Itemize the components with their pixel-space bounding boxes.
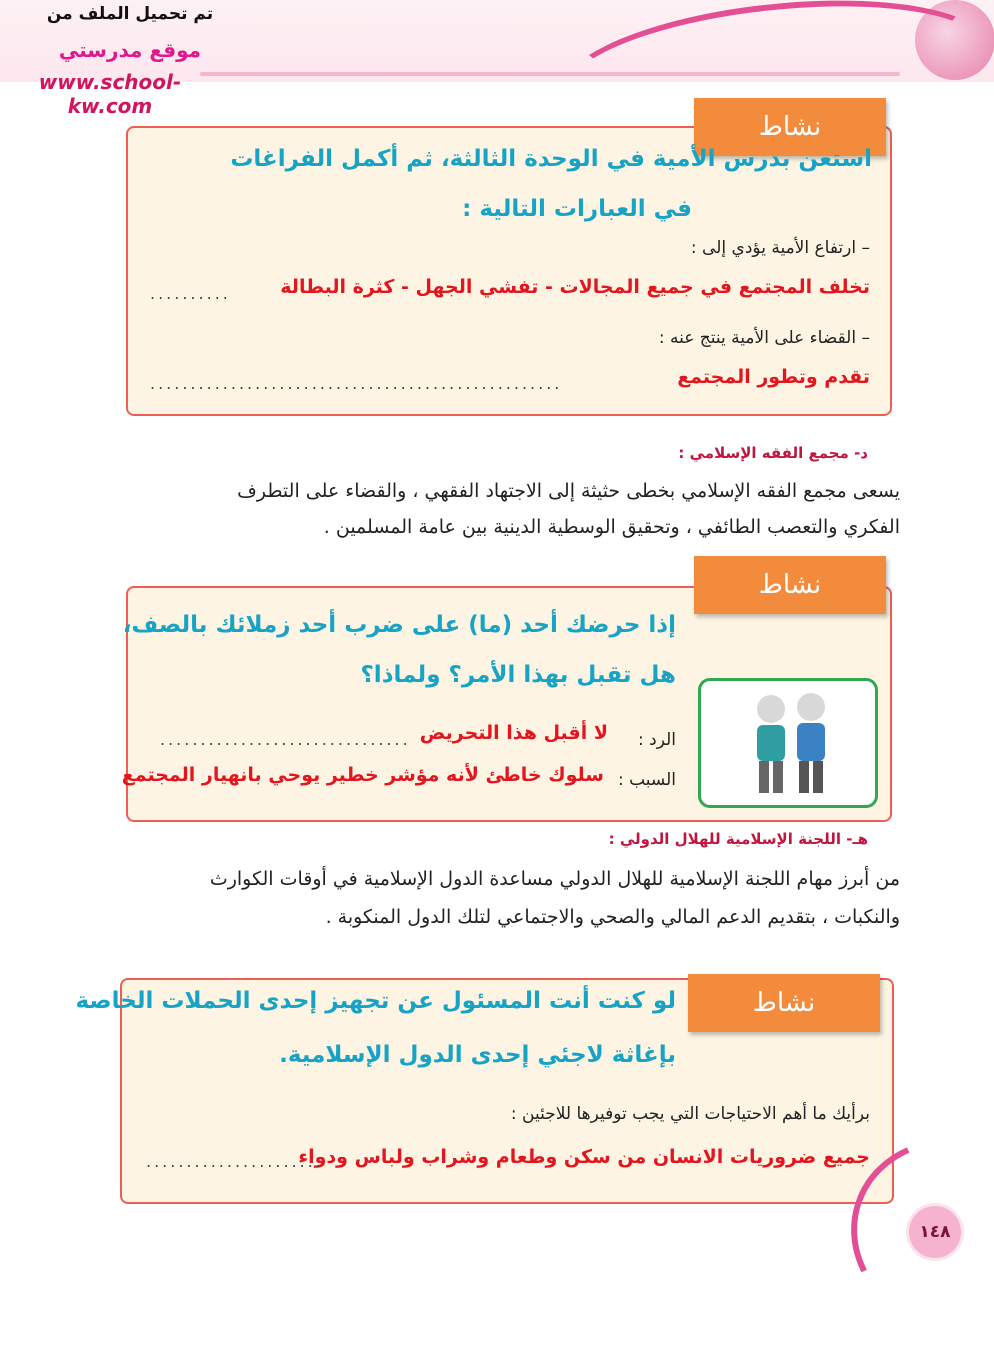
site-title: تم تحميل الملف من [46,4,214,24]
activity2-reason-label: السبب : [617,770,676,790]
activity1-item1-answer: تخلف المجتمع في جميع المجالات - تفشي الجهل - كثرة البطالة [280,276,870,298]
section-h-title: هـ- اللجنة الإسلامية للهلال الدولي : [608,830,868,848]
section-h-line1: من أبرز مهام اللجنة الإسلامية للهلال الدولي مساعدة الدول الإسلامية في أوقات الكوارث [209,868,900,890]
activity1-item1-dots: .......... [150,284,231,303]
activity2-reply-dots: ............................... [160,730,411,749]
activity2-reply-answer: لا أقبل هذا التحريض [419,722,608,744]
two-people-icon [701,681,875,805]
activity3-question-line2: بإغاثة لاجئي إحدى الدول الإسلامية. [279,1042,676,1068]
activity-tab-3: نشاط [688,974,880,1032]
section-d-line1: يسعى مجمع الفقه الإسلامي بخطى حثيثة إلى الاجتهاد الفقهي ، والقضاء على التطرف [237,480,900,502]
person-right-shirt [797,723,825,761]
activity3-prompt: برأيك ما أهم الاحتياجات التي يجب توفيرها للاجئين : [510,1104,870,1124]
activity1-item1-prompt: – ارتفاع الأمية يؤدي إلى : [690,238,870,258]
person-left-shirt [757,725,785,761]
activity2-reply-label: الرد : [638,730,676,750]
activity-tab-2: نشاط [694,556,886,614]
activity1-question-line2: في العبارات التالية : [462,196,692,222]
section-h-line2: والنكبات ، بتقديم الدعم المالي والصحي والاجتماعي لتلك الدول المنكوبة . [325,906,900,928]
person-right-leg-2 [813,761,823,793]
section-d-title: د- مجمع الفقه الإسلامي : [678,444,868,462]
page-number: ١٤٨ [906,1203,964,1261]
activity2-question-line2: هل تقبل بهذا الأمر؟ ولماذا؟ [360,662,676,688]
site-url[interactable]: www.school-kw.com [38,70,182,118]
person-left-leg-1 [759,761,769,793]
activity1-item2-prompt: – القضاء على الأمية ينتج عنه : [658,328,870,348]
site-subtitle: موقع مدرستي [58,38,202,62]
section-d-line2: الفكري والتعصب الطائفي ، وتحقيق الوسطية الدينية بين عامة المسلمين . [323,516,900,538]
person-right-leg-1 [799,761,809,793]
activity2-question-line1: إذا حرضك أحد (ما) على ضرب أحد زملائك بالصف، [122,612,676,638]
activity1-question-line1: استعن بدرس الأمية في الوحدة الثالثة، ثم أكمل الفراغات [230,146,872,172]
activity2-picture [698,678,878,808]
activity2-reason-answer: سلوك خاطئ لأنه مؤشر خطير يوحي بانهيار المجتمع [121,764,604,786]
activity3-answer: جميع ضروريات الانسان من سكن وطعام وشراب ولباس ودواء [298,1146,870,1168]
activity-tab-1: نشاط [694,98,886,156]
activity3-dots: ...................... [146,1152,324,1171]
person-right-head [797,693,825,721]
person-left-head [757,695,785,723]
activity1-item2-answer: تقدم وتطور المجتمع [677,366,870,388]
activity1-item2-dots: ................................................... [150,374,563,393]
person-left-leg-2 [773,761,783,793]
activity3-question-line1: لو كنت أنت المسئول عن تجهيز إحدى الحملات الخاصة [75,988,676,1014]
